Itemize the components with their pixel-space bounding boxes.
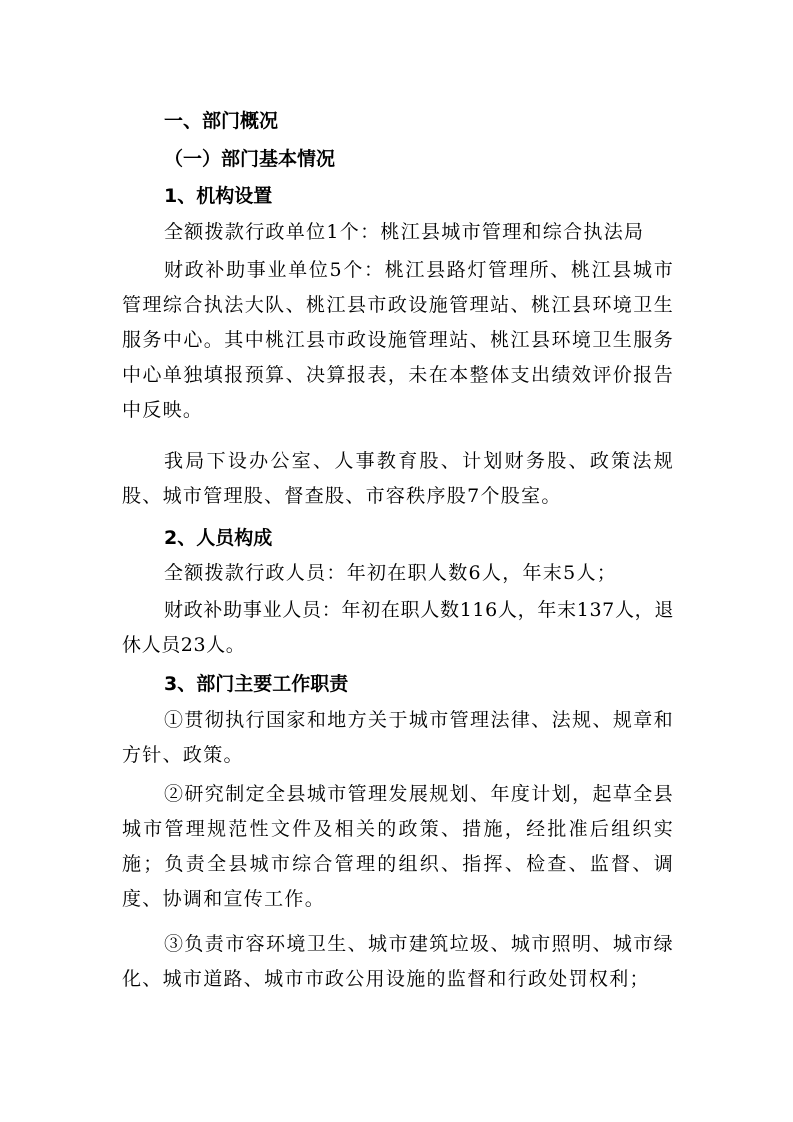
paragraph-offices: 我局下设办公室、人事教育股、计划财务股、政策法规股、城市管理股、督查股、市容秩序股7个股室。 (122, 450, 674, 507)
paragraph-subsidy-staff: 财政补助事业人员：年初在职人数116人，年末137人，退休人员23人。 (122, 599, 674, 656)
paragraph-duty-3: ③负责市容环境卫生、城市建筑垃圾、城市照明、城市绿化、城市道路、城市市政公用设施的监督和行政处罚权利； (122, 933, 674, 990)
paragraph-duty-1: ①贯彻执行国家和地方关于城市管理法律、法规、规章和方针、政策。 (122, 709, 674, 766)
paragraph-admin-staff: 全额拨款行政人员：年初在职人数6人，年末5人； (164, 562, 618, 584)
heading-main-duties: 3、部门主要工作职责 (164, 673, 349, 695)
heading-staff-composition: 2、人员构成 (164, 527, 273, 549)
subsection-heading-basic-info: （一）部门基本情况 (164, 148, 336, 170)
section-heading-overview: 一、部门概况 (164, 110, 279, 132)
heading-org-setup: 1、机构设置 (164, 185, 273, 207)
paragraph-subsidy-units: 财政补助事业单位5个：桃江县路灯管理所、桃江县城市管理综合执法大队、桃江县市政设施管理站、桃江县环境卫生服务中心。其中桃江县市政设施管理站、桃江县环境卫生服务中心单独填报预算、决算报表，未在本整体支出绩效评价报告中反映。 (122, 259, 674, 421)
paragraph-admin-unit: 全额拨款行政单位1个：桃江县城市管理和综合执法局 (164, 221, 645, 243)
paragraph-duty-2: ②研究制定全县城市管理发展规划、年度计划，起草全县城市管理规范性文件及相关的政策、措施，经批准后组织实施；负责全县城市综合管理的组织、指挥、检查、监督、调度、协调和宣传工作。 (122, 783, 674, 910)
